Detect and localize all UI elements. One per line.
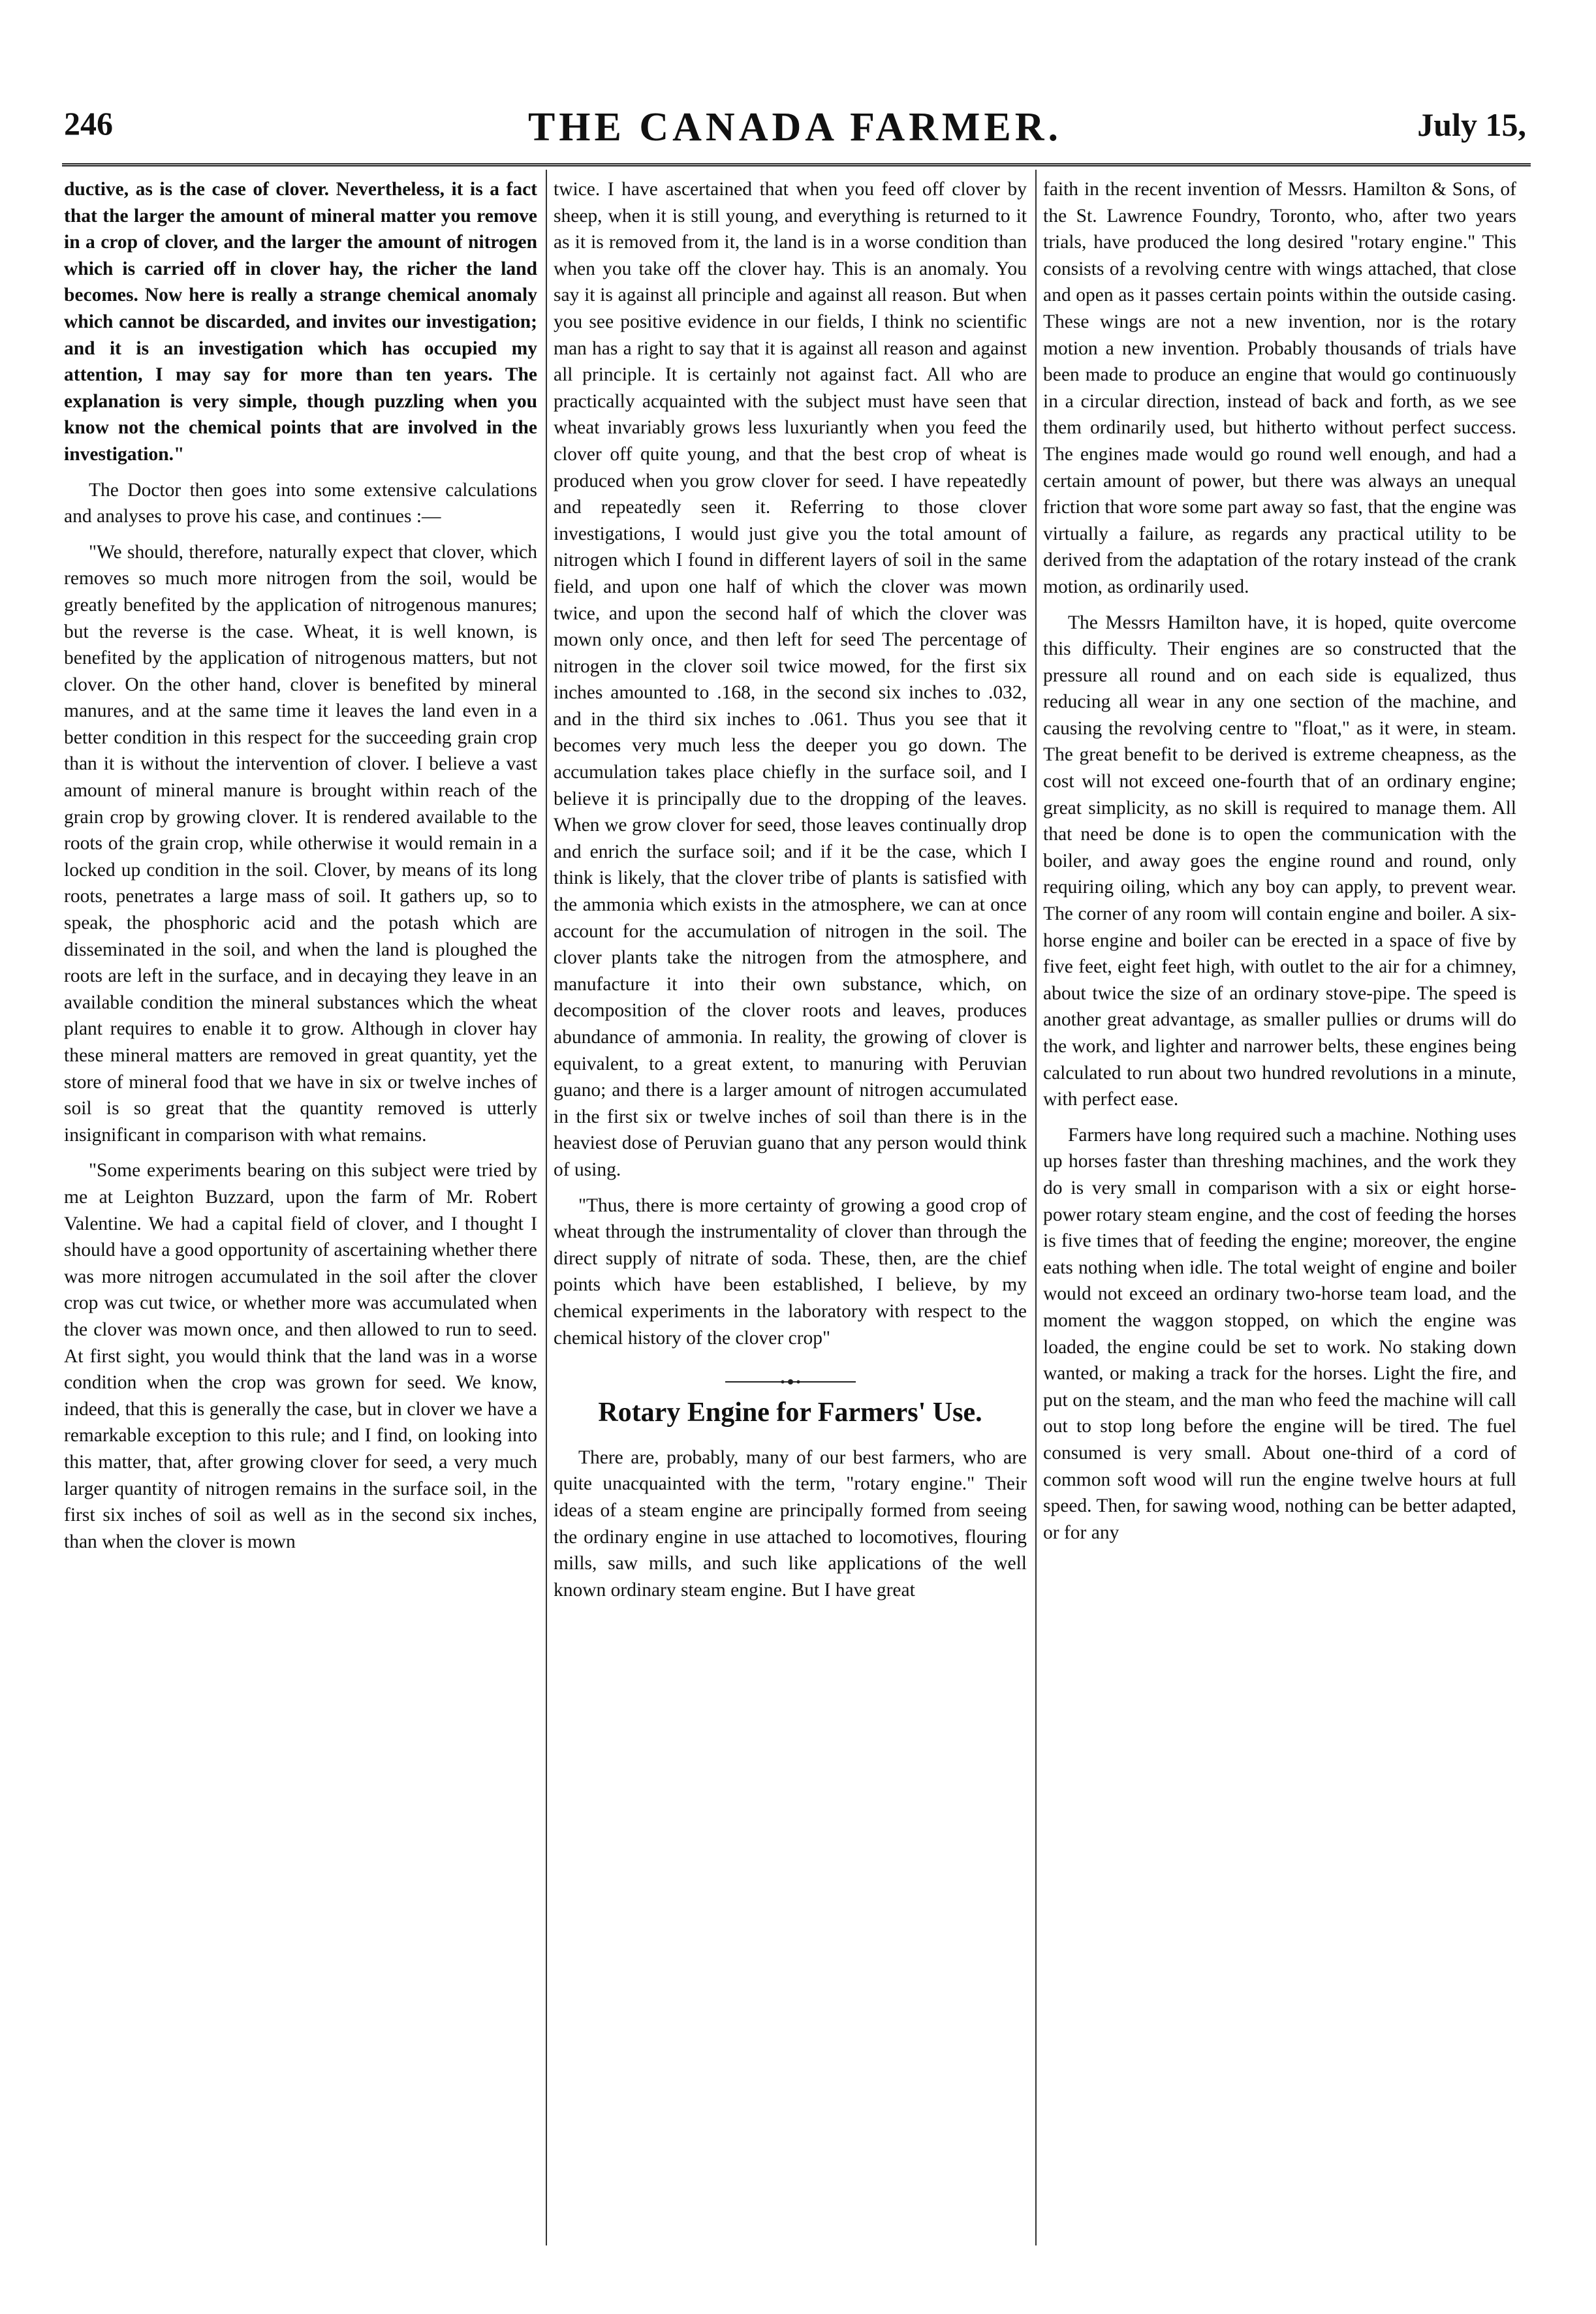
paragraph: "Thus, there is more certainty of growing a good crop of wheat through the instrumentality of clover than through the direct supply of nitrate of soda. These, then, are the chief points which have been established, I believe, by my chemical experiments in the laboratory with respect to the chemical history of the clover crop" — [554, 1195, 1027, 1349]
ornament-rule — [725, 1377, 856, 1386]
paragraph: twice. I have ascertained that when you feed off clover by sheep, when it is still young, and everything is returned to it as it is removed from it, the land is in a worse condition than when you take off the clover hay. This is an anomaly. You say it is against all principle and against all reason. But when you see positive evidence in our fields, I think no scientific man has a right to say that it is against all reason and against all principle. It is certainly not against fact. All who are practically acquainted with the subject must have seen that wheat invariably grows less luxuriantly when you feed the clover off quite young, and that the best crop of wheat is produced when you grow clover for seed. I have repeatedly and repeatedly seen it. Referring to those clover investigations, I would just give you the total amount of nitrogen which I found in different layers of soil in the same field, and upon one half of which the clover was mown twice, and upon the second half of which the clover was mown only once, and then left for seed The percentage of nitrogen in the clover soil twice mowed, for the first six inches amounted to .168, in the second six inches to .032, and in the third six inches to .061. Thus you see that it becomes very much less the deeper you go down. The accumulation takes place chiefly in the surface soil, and I believe it is principally due to the dropping of the leaves. When we grow clover for seed, those leaves continually drop and enrich the surface soil; and if it be the case, which I think is likely, that the clover tribe of plants is satisfied with the ammonia which exists in the atmosphere, we can at once account for the accumulation of nitrogen in the soil. The clover plants take the nitrogen from the atmosphere, and manufacture it into their own substance, which, on decomposition of the clover roots and leaves, produces abundance of ammonia. In reality, the growing of clover is equivalent, to a great extent, to manuring with Peruvian guano; and there is a larger amount of nitrogen accumulated in the first six or twelve inches of soil than there is in the heaviest dose of Peruvian guano that any person would think of using. — [554, 179, 1027, 1180]
paragraph: ductive, as is the case of clover. Nevertheless, it is a fact that the larger the amount of mineral matter you remove in a crop of clover, and the larger the amount of nitrogen which is carried off in clover hay, the richer the land becomes. Now here is really a strange chemical anomaly which cannot be discarded, and invites our investigation; and it is an investigation which has occupied my attention, I may say for more than ten years. The explanation is very simple, though puzzling when you know not the chemical points that are involved in the investigation." — [64, 179, 537, 465]
paragraph: "We should, therefore, naturally expect that clover, which removes so much more nitrogen from the soil, would be greatly benefited by the application of nitrogenous manures; but the reverse is the case. Wheat, it is well known, is benefited by the application of nitrogenous matters, but not clover. On the other hand, clover is benefited by mineral manures, and at the same time it leaves the land even in a better condition in this respect for the succeeding grain crop than it is without the intervention of clover. I believe a vast amount of mineral manure is brought within reach of the grain crop by growing clover. It is rendered available to the roots of the grain crop, while otherwise it would remain in a locked up condition in the soil. Clover, by means of its long roots, penetrates a large mass of soil. It gathers up, so to speak, the phosphoric acid and the potash which are disseminated in the soil, and when the land is ploughed the roots are left in the surface, and in decaying they leave in an available condition the mineral substances which the wheat plant requires to enable it to grow. Although in clover hay these mineral matters are removed in great quantity, yet the store of mineral food that we have in six or twelve inches of soil is so great that the quantity removed is utterly insignificant in comparison with what remains. — [64, 541, 537, 1146]
paragraph: "Some experiments bearing on this subject were tried by me at Leighton Buzzard, upon the farm of Mr. Robert Valentine. We had a capital field of clover, and I thought I should have a good opportunity of ascertaining whether there was more nitrogen accumulated in the soil after the clover crop was cut twice, or whether more was accumulated when the clover was mown once, and then allowed to run to seed. At first sight, you would think that the land was in a worse condition when the crop was grown for seed. We know, indeed, that this is generally the case, but in clover we have a remarkable exception to this rule; and I find, on looking into this matter, that, after growing clover for seed, a very much larger quantity of nitrogen remains in the surface soil, in the first six inches of soil as well as in the second six inches, than when the clover is mown — [64, 1160, 537, 1552]
header-rule — [62, 163, 1531, 166]
column-rule — [1035, 170, 1037, 2245]
page-number: 246 — [64, 105, 113, 142]
paragraph: There are, probably, many of our best farmers, who are quite unacquainted with the term, "rotary engine." Their ideas of a steam engine are principally formed from seeing the ordinary engine in use attached to locomotives, flouring mills, saw mills, and such like applications of the well known ordinary steam engine. But I have great — [554, 1446, 1027, 1601]
article-heading: Rotary Engine for Farmers' Use. — [598, 1398, 982, 1428]
column-3 — [1043, 176, 1516, 2239]
paragraph: faith in the recent invention of Messrs. Hamilton & Sons, of the St. Lawrence Foundry, Toronto, who, after two years trials, have produced the long desired "rotary engine." This consists of a revolving centre with wings attached, that close and open as it passes certain points within the outside casing. These wings are not a new invention, nor is the rotary motion a new invention. Probably thousands of trials have been made to produce an engine that would go continuously in a circular direction, instead of back and forth, as we see them ordinarily used, but hitherto without perfect success. The engines made would go round well enough, and had a certain amount of power, but there was always an unequal friction that wore some part away so fast, that the engine was virtually a failure, as regards any practical utility to be derived from the adaptation of the rotary instead of the crank motion, as ordinarily used. — [1043, 179, 1516, 597]
column-rule — [546, 170, 547, 2245]
paragraph: Farmers have long required such a machine. Nothing uses up horses faster than threshing machines, and the work they do is very small in comparison with a six or eight horse-power rotary steam engine, and the cost of feeding the horses is five times that of feeding the engine; moreover, the engine eats nothing when idle. The total weight of engine and boiler would not exceed an ordinary two-horse team load, and the moment the waggon stopped, on which the engine was loaded, the engine could be set to work. No staking down wanted, or making a track for the horses. Light the fire, and put on the steam, and the man who feed the machine will call out to stop long before the engine will be tired. The fuel consumed is very small. About one-third of a cord of common soft wood will run the engine twelve hours at full speed. Then, for sawing wood, nothing can be better adapted, or for any — [1043, 1124, 1516, 1543]
section-divider — [554, 1377, 1027, 1386]
column-1 — [64, 176, 537, 2239]
paragraph: The Messrs Hamilton have, it is hoped, quite overcome this difficulty. Their engines are so constructed that the pressure all round and on each side is equalized, thus reducing all wear in any one section of the machine, and causing the revolving centre to "float," as it were, in steam. The great benefit to be derived is extreme cheapness, as the cost will not exceed one-fourth that of an ordinary engine; great simplicity, as no skill is required to manage them. All that need be done is to open the communication with the boiler, and away goes the engine round and round, only requiring oiling, which any boy can apply, to prevent wear. The corner of any room will contain engine and boiler. A six-horse engine and boiler can be erected in a space of five by five feet, eight feet high, with outlet to the air for a chimney, about twice the size of an ordinary stove-pipe. The speed is another great advantage, as smaller pullies or drums will do the work, and lighter and narrower belts, these engines being calculated to run about two hundred revolutions in a minute, with perfect ease. — [1043, 612, 1516, 1110]
masthead-title: THE CANADA FARMER. — [527, 105, 1063, 149]
page-header — [64, 104, 1526, 157]
column-2 — [554, 176, 1027, 2239]
issue-date: July 15, — [1417, 106, 1526, 143]
paragraph: The Doctor then goes into some extensive calculations and analyses to prove his case, and continues :— — [64, 479, 537, 527]
